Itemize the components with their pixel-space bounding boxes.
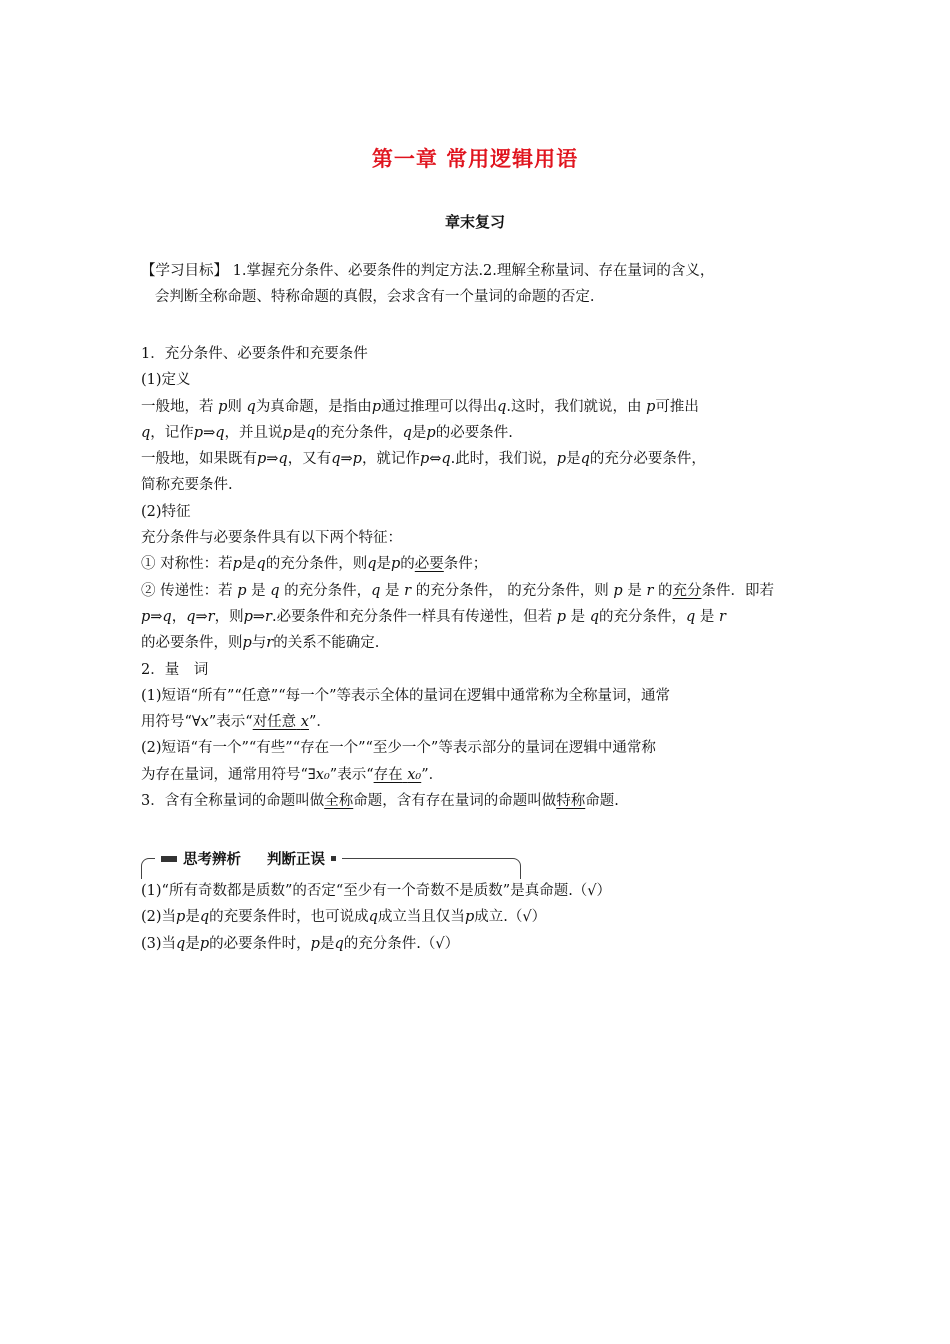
inline-text: ”表示“: [329, 766, 374, 783]
inline-text: r: [719, 608, 726, 625]
inline-text: q: [334, 935, 344, 952]
inline-text: 命题.: [585, 793, 619, 810]
inline-text: 是: [411, 424, 427, 441]
inline-text: 特称: [556, 793, 586, 810]
inline-text: 的关系不能确定.: [273, 635, 380, 652]
inline-text: 的必要条件.: [435, 424, 513, 441]
inline-text: p: [242, 635, 252, 652]
inline-text: 条件；: [443, 556, 488, 573]
s2-line-3: (2)短语“有一个”“有些”“存在一个”“至少一个”等表示部分的量词在逻辑中通常称: [141, 740, 656, 757]
goals-line-1: [141, 258, 813, 284]
inline-text: p: [218, 398, 228, 415]
inline-text: 是: [570, 608, 586, 625]
inline-text: ，记作: [150, 424, 194, 441]
answer-2: [141, 904, 813, 930]
inline-text: 条件．即若: [701, 582, 774, 599]
s1-feat-2: [141, 578, 813, 604]
inline-text: p: [391, 556, 401, 573]
inline-text: r: [266, 635, 274, 652]
inline-text: 的充分必要条件，: [589, 451, 706, 468]
inline-text: .必要条件和充分条件一样具有传递性，但若: [271, 608, 553, 625]
inline-text: q: [306, 424, 316, 441]
inline-text: x₀: [315, 766, 330, 783]
s1-feat-1: [141, 551, 813, 577]
s2-heading: 2．量 词: [141, 661, 209, 678]
inline-text: 对任意: [252, 714, 297, 731]
think-box: [141, 848, 521, 874]
inline-text: q: [270, 582, 280, 599]
inline-text: 的充分条件，则: [502, 582, 614, 599]
section-title: 章末复习: [444, 213, 505, 231]
inline-text: q: [176, 935, 186, 952]
inline-text: (3)当: [141, 935, 177, 952]
inline-text: q: [256, 556, 266, 573]
inline-text: p: [282, 424, 292, 441]
s1-feat-intro: 充分条件与必要条件具有以下两个特征：: [141, 530, 402, 547]
inline-text: q: [368, 909, 378, 926]
think-box-label: [155, 848, 342, 869]
s1-feat-4: [141, 630, 813, 656]
inline-text: p: [556, 451, 567, 468]
inline-text: 可推出: [655, 398, 699, 415]
s1-def-line-4: 简称充要条件.: [141, 477, 233, 494]
inline-text: q: [246, 398, 256, 415]
inline-text: p: [176, 909, 186, 926]
inline-text: 是: [291, 424, 307, 441]
main-content: [141, 341, 813, 814]
inline-text: 必要: [414, 556, 444, 573]
inline-text: 是: [376, 556, 391, 573]
inline-text: 充分: [672, 582, 702, 599]
inline-text: p: [646, 398, 656, 415]
inline-text: ，并且说: [224, 424, 283, 441]
inline-text: 是: [566, 451, 581, 468]
inline-text: q⇒r: [186, 608, 215, 625]
inline-text: 存在: [373, 766, 403, 783]
inline-text: 的: [400, 556, 415, 573]
inline-text: .此时，我们说，: [450, 451, 557, 468]
inline-text: q: [371, 582, 381, 599]
inline-text: q⇒p: [331, 451, 362, 468]
inline-text: q: [589, 608, 599, 625]
inline-text: ① 对称性：若: [141, 556, 233, 573]
s1-def-heading: (1)定义: [141, 372, 191, 389]
inline-text: p: [199, 935, 210, 952]
s2-line-4: [141, 762, 813, 788]
inline-text: 是: [251, 582, 266, 599]
inline-text: 是: [319, 935, 335, 952]
inline-text: 的充要条件时，也可说成: [209, 909, 369, 926]
inline-text: ，又有: [287, 451, 332, 468]
inline-text: q: [580, 451, 590, 468]
inline-text: ，: [171, 608, 187, 625]
goals-text-1: 1.掌握充分条件、必要条件的判定方法.2.理解全称量词、存在量词的含义，: [228, 263, 715, 279]
inline-text: r: [404, 582, 412, 599]
inline-text: q: [367, 556, 377, 573]
inline-text: 的充分条件，: [411, 582, 503, 599]
inline-text: 的: [653, 582, 673, 599]
think-label-2: 判断正误: [267, 852, 325, 868]
inline-text: ”．: [421, 766, 444, 783]
inline-text: p: [556, 608, 566, 625]
inline-text: 3．含有全称量词的命题叫做: [141, 793, 325, 810]
s1-heading: 1．充分条件、必要条件和充要条件: [141, 346, 368, 362]
inline-text: 是: [185, 935, 200, 952]
inline-text: p: [232, 556, 242, 573]
inline-text: 的充分条件.（√）: [343, 935, 460, 952]
inline-text: q: [686, 608, 696, 625]
think-label-1: 思考辨析: [183, 852, 241, 868]
inline-text: 是: [241, 556, 257, 573]
inline-text: p: [613, 582, 623, 599]
s2-line-1: (1)短语“所有”“任意”“每一个”等表示全体的量词在逻辑中通常称为全称量词，通常: [141, 687, 671, 704]
answers: [141, 878, 813, 957]
inline-text: 全称: [324, 793, 354, 810]
inline-text: p⇒q: [141, 608, 172, 625]
inline-text: 的充分条件，: [315, 424, 403, 441]
goals-label: 【学习目标】: [141, 263, 228, 279]
inline-text: 则: [227, 398, 242, 415]
s1-feat-3: [141, 604, 813, 630]
inline-text: p: [237, 582, 247, 599]
inline-text: ”．: [308, 714, 331, 731]
inline-text: 是: [627, 582, 642, 599]
inline-text: x: [200, 714, 209, 731]
inline-text: p⇔q: [419, 451, 451, 468]
inline-text: p⇒r: [243, 608, 272, 625]
inline-text: 的必要条件，则: [141, 635, 243, 652]
inline-text: p⇒q: [193, 424, 225, 441]
inline-text: 是: [699, 608, 715, 625]
chapter-title: 第一章 常用逻辑用语: [371, 147, 579, 171]
inline-text: q: [402, 424, 412, 441]
inline-text: x₀: [407, 766, 422, 783]
inline-text: (2)当: [141, 909, 177, 926]
inline-text: ，就记作: [361, 451, 420, 468]
inline-text: p: [426, 424, 436, 441]
inline-text: 是: [185, 909, 200, 926]
inline-text: 命题，含有存在量词的命题叫做: [353, 793, 557, 810]
goals-text-2: 会判断全称命题、特称命题的真假，会求含有一个量词的命题的否定.: [154, 289, 595, 306]
answer-1: (1)“所有奇数都是质数”的否定“至少有一个奇数不是质数”是真命题.（√）: [141, 883, 612, 899]
inline-text: p: [464, 909, 475, 926]
goals-line-2: [141, 284, 813, 310]
inline-text: 是: [385, 582, 400, 599]
inline-text: 的充分条件，: [279, 582, 372, 599]
inline-text: ，则: [214, 608, 244, 625]
inline-text: 为存在量词，通常用符号“∃: [141, 766, 316, 783]
inline-text: ”表示“: [208, 714, 253, 731]
inline-text: .这时，我们就说，由: [506, 398, 642, 415]
inline-text: r: [646, 582, 654, 599]
bar-decoration-icon: [161, 856, 177, 862]
inline-text: 成立.（√）: [474, 909, 547, 926]
inline-text: q: [141, 424, 151, 441]
learning-goals: [141, 258, 813, 311]
inline-text: 与: [251, 635, 267, 652]
inline-text: x: [300, 714, 309, 731]
inline-text: p: [371, 398, 382, 415]
inline-text: 的必要条件时，: [209, 935, 311, 952]
s1-def-line-2: [141, 420, 813, 446]
square-decoration-icon: [331, 856, 336, 861]
inline-text: q: [199, 909, 210, 926]
inline-text: 通过推理可以得出: [381, 398, 498, 415]
inline-text: p: [310, 935, 320, 952]
inline-text: 的充分条件，则: [265, 556, 368, 573]
inline-text: 一般地，如果既有: [141, 451, 257, 468]
s1-feat-heading: (2)特征: [141, 503, 191, 520]
s3-line: [141, 788, 813, 814]
inline-text: ② 传递性：若: [141, 582, 238, 599]
s1-def-line-1: [141, 394, 813, 420]
inline-text: 的充分条件，: [599, 608, 686, 625]
inline-text: q: [497, 398, 507, 415]
inline-text: 为真命题，是指由: [255, 398, 372, 415]
inline-text: p⇒q: [257, 451, 288, 468]
s1-def-line-3: [141, 446, 813, 472]
inline-text: 用符号“∀: [141, 714, 201, 731]
inline-text: 成立当且仅当: [377, 909, 465, 926]
s2-line-2: [141, 709, 813, 735]
answer-3: [141, 931, 813, 957]
inline-text: 一般地，若: [141, 398, 219, 415]
